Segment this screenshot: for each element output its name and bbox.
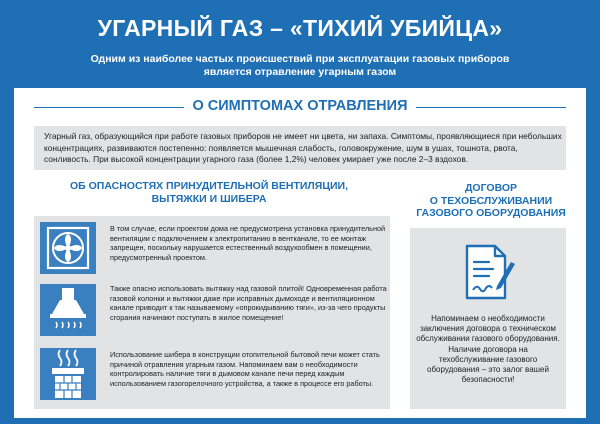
contract-title-line-1: ДОГОВОР	[464, 182, 518, 194]
ventilation-item-1-text: В том случае, если проектом дома не предусмотрена установка принудительной вентиляции с подключением к электропитанию в вентканале, то ее монтаж запрещен, поскольку нарушается естественный воздухообмен в помещении, предусмотренный проектом.	[110, 224, 386, 262]
poster-header	[0, 0, 600, 86]
content-panel	[14, 88, 586, 418]
symptoms-box	[34, 126, 566, 170]
symptoms-title: О СИМПТОМАХ ОТРАВЛЕНИЯ	[192, 98, 408, 114]
ventilation-item-3-text: Использование шибера в конструкции отопительной бытовой печи может стать причиной отравления угарным газом. Напоминаем вам о необходимости контролировать наличие тяги в дымовом канале печи перед каждым использованием газогорелочного устройства, а также в процессе его работы.	[110, 350, 380, 388]
contract-title	[412, 182, 570, 220]
subtitle-line-1: Одним из наиболее частых происшествий при эксплуатации газовых приборов	[90, 53, 510, 65]
contract-text: Напоминаем о необходимости заключения договора о техническом обслуживании газового оборудования. Наличие договора на техобслуживание газового оборудования – это залог вашей безопасности!	[416, 314, 560, 385]
poster-title: УГАРНЫЙ ГАЗ – «ТИХИЙ УБИЙЦА»	[97, 15, 503, 41]
ventilation-box	[34, 216, 390, 409]
contract-box	[410, 228, 566, 409]
contract-title-line-2: О ТЕХОБСЛУЖИВАНИИ	[429, 194, 553, 207]
poster-subtitle	[40, 53, 560, 79]
ventilation-title	[44, 180, 374, 206]
contract-document-icon	[459, 242, 517, 302]
symptoms-text: Угарный газ, образующийся при работе газовых приборов не имеет ни цвета, ни запаха. Симптомы, проявляющиеся при небольших концентрациях, развиваются постепенно: появляется мышечная слабость, головокружение, шум в ушах, тошнота, рвота, сонливость. При высокой концентрации угарного газа (более 1,2%) человек умирает уже после 2–3 вздохов.	[44, 131, 562, 164]
range-hood-icon	[40, 284, 96, 336]
subtitle-line-2: является отравление угарным газом	[203, 66, 397, 78]
chimney-smoke-icon	[40, 348, 96, 400]
ventilation-item-2-text: Также опасно использовать вытяжку над газовой плитой! Одновременная работа газовой колонки и вытяжки даже при исправных дымоходе и вентиляционном канале приводит к так называемому «опрокидыванию тяги», из-за чего продукты сгорания начинают поступать в жилое помещение!	[110, 284, 387, 322]
exhaust-fan-icon	[40, 222, 96, 274]
ventilation-title-line-2: ВЫТЯЖКИ И ШИБЕРА	[151, 193, 267, 205]
contract-title-line-3: ГАЗОВОГО ОБОРУДОВАНИЯ	[416, 207, 566, 219]
ventilation-title-line-1: ОБ ОПАСНОСТЯХ ПРИНУДИТЕЛЬНОЙ ВЕНТИЛЯЦИИ,	[69, 180, 349, 192]
